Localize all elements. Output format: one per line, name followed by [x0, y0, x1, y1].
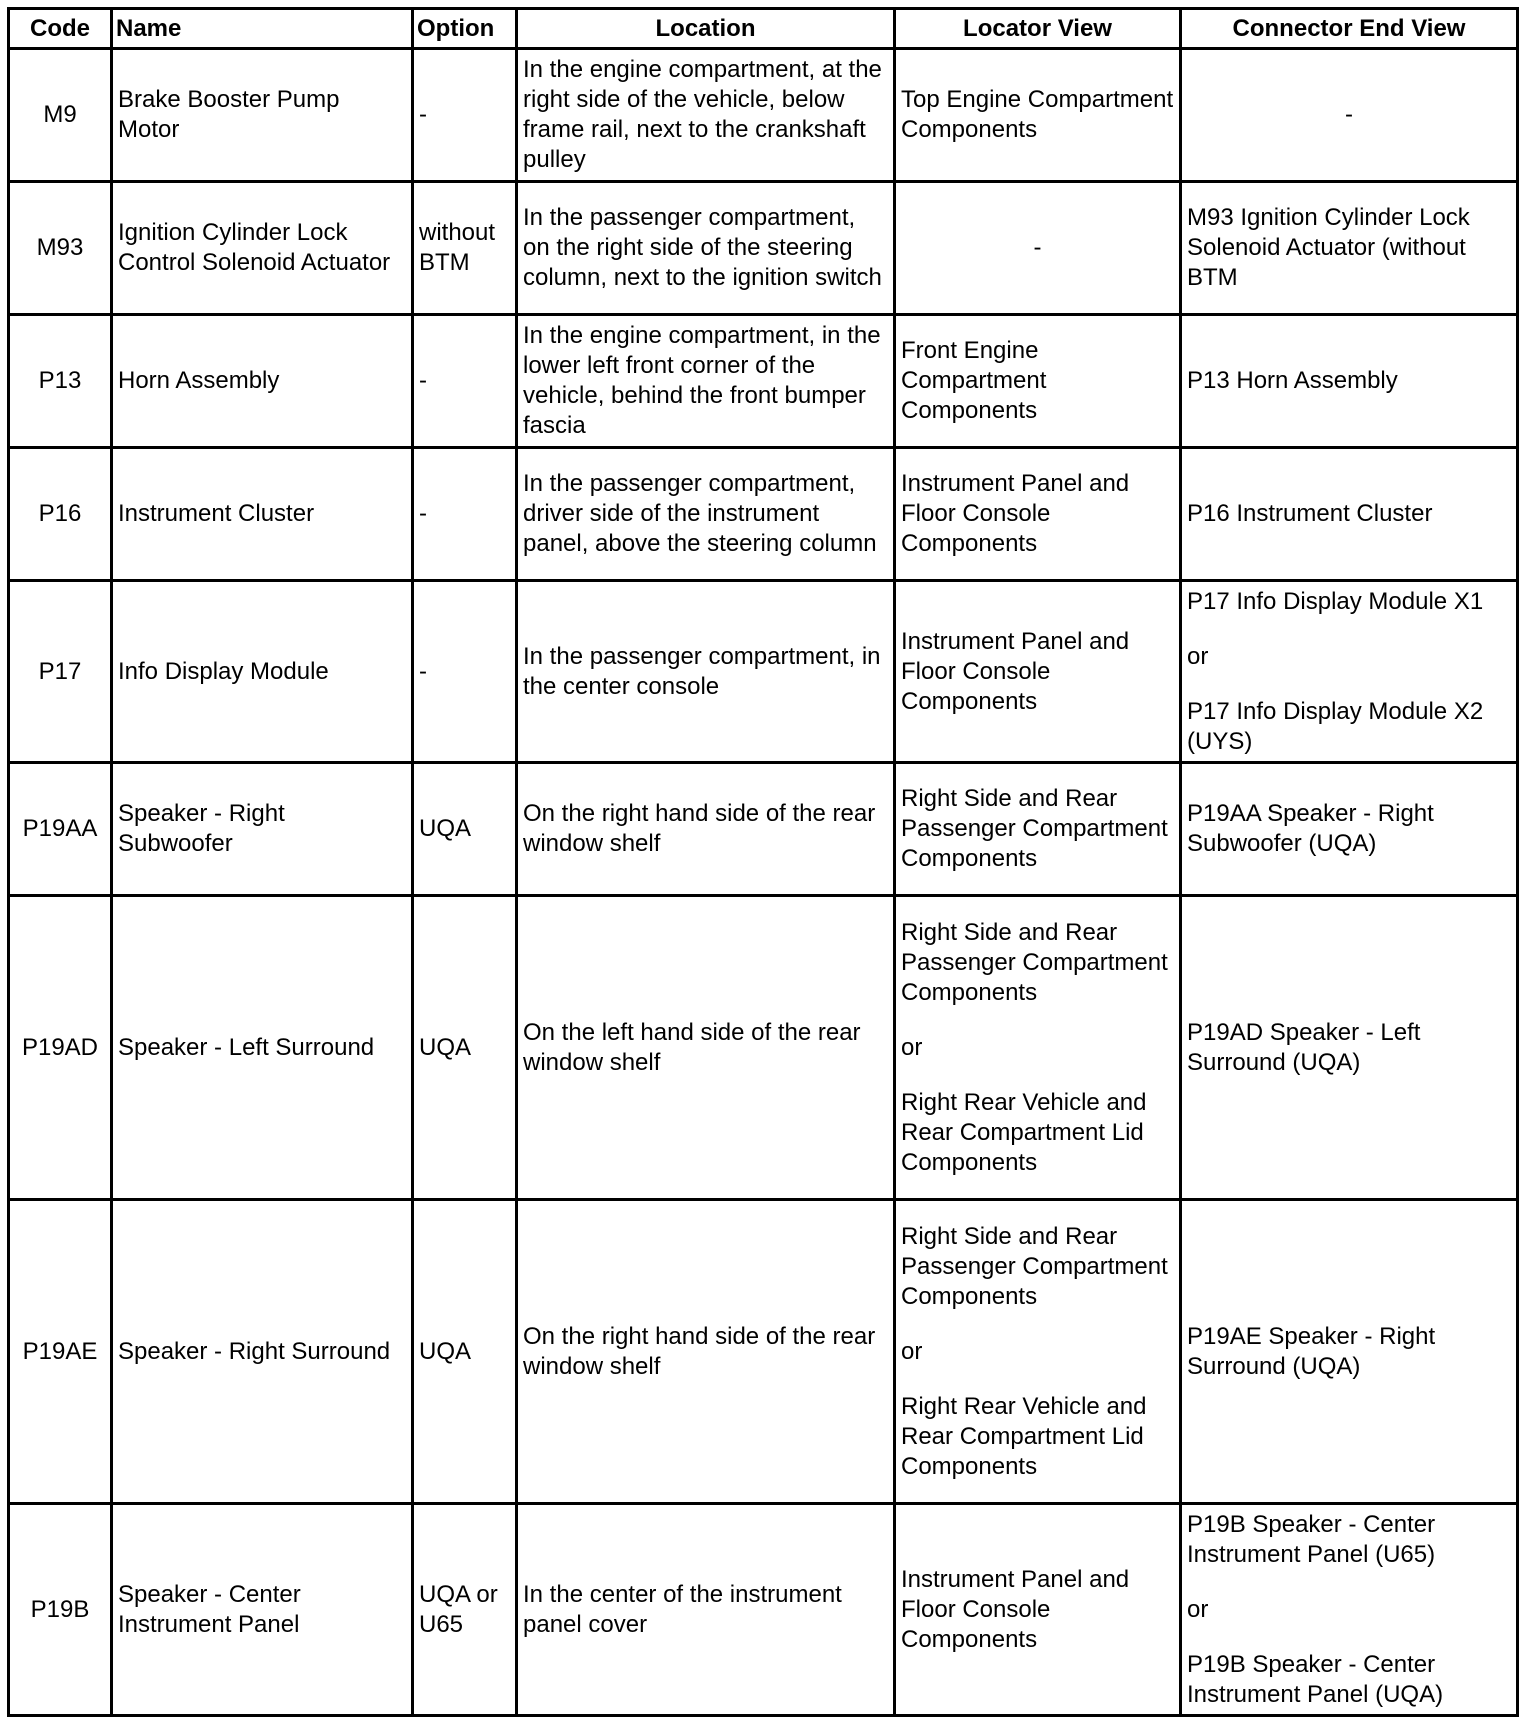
cell-connector-end-view	[1181, 763, 1518, 896]
cell-code: P19AA	[9, 763, 112, 896]
paragraph-gap	[1187, 617, 1511, 642]
cell-code: P19AE	[9, 1200, 112, 1504]
cell-code: M93	[9, 182, 112, 315]
cell-locator-view	[895, 182, 1181, 315]
table-row	[9, 448, 1518, 581]
cell-connector-end-view-entry: P19B Speaker - Center Instrument Panel (U65)	[1187, 1510, 1436, 1568]
cell-option: UQA	[413, 896, 517, 1200]
cell-locator-view-entry: Right Rear Vehicle and Rear Compartment Lid Components	[901, 1392, 1147, 1480]
cell-name: Info Display Module	[112, 581, 413, 763]
cell-connector-end-view	[1181, 182, 1518, 315]
cell-locator-view	[895, 581, 1181, 763]
cell-connector-end-view	[1181, 49, 1518, 182]
cell-option: UQA	[413, 763, 517, 896]
table-row	[9, 896, 1518, 1200]
table-header	[9, 9, 1518, 49]
table-row	[9, 1200, 1518, 1504]
paragraph-gap	[901, 1063, 1174, 1088]
cell-connector-end-view-entry: P19AD Speaker - Left Surround (UQA)	[1187, 1018, 1421, 1076]
header-location: Location	[517, 9, 895, 49]
cell-locator-view-entry: Right Rear Vehicle and Rear Compartment Lid Components	[901, 1088, 1147, 1176]
cell-code: P16	[9, 448, 112, 581]
cell-connector-end-view	[1181, 581, 1518, 763]
cell-locator-view	[895, 763, 1181, 896]
cell-location: In the center of the instrument panel cover	[517, 1504, 895, 1716]
cell-option: -	[413, 581, 517, 763]
cell-location: On the right hand side of the rear window shelf	[517, 1200, 895, 1504]
cell-connector-end-view-entry: P19AE Speaker - Right Surround (UQA)	[1187, 1322, 1436, 1380]
cell-locator-view-entry: Top Engine Compartment Components	[901, 86, 1174, 143]
cell-location: On the right hand side of the rear window shelf	[517, 763, 895, 896]
cell-locator-view-entry: Instrument Panel and Floor Console Components	[901, 627, 1130, 715]
cell-locator-view	[895, 1504, 1181, 1716]
cell-locator-view-entry: -	[1033, 234, 1042, 261]
header-code: Code	[9, 9, 112, 49]
table-row	[9, 49, 1518, 182]
paragraph-gap	[1187, 1625, 1511, 1650]
cell-code: P13	[9, 315, 112, 448]
cell-connector-end-view-entry: -	[1345, 101, 1353, 128]
table-row	[9, 1504, 1518, 1716]
cell-locator-view	[895, 896, 1181, 1200]
cell-name: Speaker - Right Surround	[112, 1200, 413, 1504]
cell-locator-view-entry: Instrument Panel and Floor Console Components	[901, 470, 1130, 557]
cell-locator-view-entry: Right Side and Rear Passenger Compartment Components	[901, 785, 1168, 872]
cell-code: M9	[9, 49, 112, 182]
cell-location: In the passenger compartment, on the right side of the steering column, next to the ignition switch	[517, 182, 895, 315]
cell-name: Speaker - Right Subwoofer	[112, 763, 413, 896]
table-row	[9, 763, 1518, 896]
cell-connector-end-view	[1181, 1504, 1518, 1716]
paragraph-gap	[1187, 1570, 1511, 1595]
cell-location: On the left hand side of the rear window shelf	[517, 896, 895, 1200]
paragraph-gap	[901, 1367, 1174, 1392]
cell-locator-view-entry: or	[901, 1337, 923, 1365]
cell-option: UQA	[413, 1200, 517, 1504]
cell-connector-end-view	[1181, 448, 1518, 581]
cell-locator-view	[895, 448, 1181, 581]
cell-location: In the passenger compartment, in the center console	[517, 581, 895, 763]
cell-connector-end-view-entry: M93 Ignition Cylinder Lock Solenoid Actuator (without BTM	[1187, 204, 1470, 291]
cell-location: In the engine compartment, in the lower left front corner of the vehicle, behind the front bumper fascia	[517, 315, 895, 448]
cell-code: P19AD	[9, 896, 112, 1200]
cell-connector-end-view-entry: or	[1187, 642, 1209, 670]
component-locator-table	[7, 7, 1519, 1717]
table-row	[9, 315, 1518, 448]
cell-connector-end-view	[1181, 315, 1518, 448]
cell-connector-end-view-entry: P16 Instrument Cluster	[1187, 500, 1433, 527]
header-name: Name	[112, 9, 413, 49]
header-locator-view: Locator View	[895, 9, 1181, 49]
paragraph-gap	[901, 1312, 1174, 1337]
cell-location: In the engine compartment, at the right side of the vehicle, below frame rail, next to the crankshaft pulley	[517, 49, 895, 182]
cell-option: -	[413, 315, 517, 448]
table-body	[9, 49, 1518, 1716]
cell-option: without BTM	[413, 182, 517, 315]
cell-option: -	[413, 49, 517, 182]
cell-name: Brake Booster Pump Motor	[112, 49, 413, 182]
cell-code: P17	[9, 581, 112, 763]
cell-locator-view-entry: Right Side and Rear Passenger Compartment Components	[901, 918, 1168, 1006]
cell-locator-view-entry: Front Engine Compartment Components	[901, 337, 1047, 424]
cell-name: Ignition Cylinder Lock Control Solenoid Actuator	[112, 182, 413, 315]
cell-connector-end-view-entry: or	[1187, 1595, 1209, 1623]
cell-locator-view-entry: or	[901, 1033, 923, 1061]
cell-connector-end-view-entry: P17 Info Display Module X1	[1187, 587, 1484, 615]
cell-locator-view	[895, 315, 1181, 448]
cell-location: In the passenger compartment, driver side of the instrument panel, above the steering column	[517, 448, 895, 581]
cell-code: P19B	[9, 1504, 112, 1716]
cell-connector-end-view	[1181, 896, 1518, 1200]
table-row	[9, 182, 1518, 315]
cell-name: Speaker - Left Surround	[112, 896, 413, 1200]
cell-option: -	[413, 448, 517, 581]
cell-connector-end-view-entry: P17 Info Display Module X2 (UYS)	[1187, 697, 1484, 755]
cell-connector-end-view-entry: P13 Horn Assembly	[1187, 367, 1398, 394]
cell-name: Speaker - Center Instrument Panel	[112, 1504, 413, 1716]
header-connector-end-view: Connector End View	[1181, 9, 1518, 49]
cell-connector-end-view-entry: P19B Speaker - Center Instrument Panel (UQA)	[1187, 1650, 1444, 1708]
cell-name: Horn Assembly	[112, 315, 413, 448]
paragraph-gap	[1187, 672, 1511, 697]
cell-option: UQA or U65	[413, 1504, 517, 1716]
header-option: Option	[413, 9, 517, 49]
cell-connector-end-view	[1181, 1200, 1518, 1504]
cell-locator-view	[895, 1200, 1181, 1504]
cell-locator-view	[895, 49, 1181, 182]
cell-locator-view-entry: Instrument Panel and Floor Console Components	[901, 1565, 1130, 1653]
cell-locator-view-entry: Right Side and Rear Passenger Compartment Components	[901, 1222, 1168, 1310]
paragraph-gap	[901, 1008, 1174, 1033]
cell-name: Instrument Cluster	[112, 448, 413, 581]
cell-connector-end-view-entry: P19AA Speaker - Right Subwoofer (UQA)	[1187, 800, 1434, 857]
table-row	[9, 581, 1518, 763]
